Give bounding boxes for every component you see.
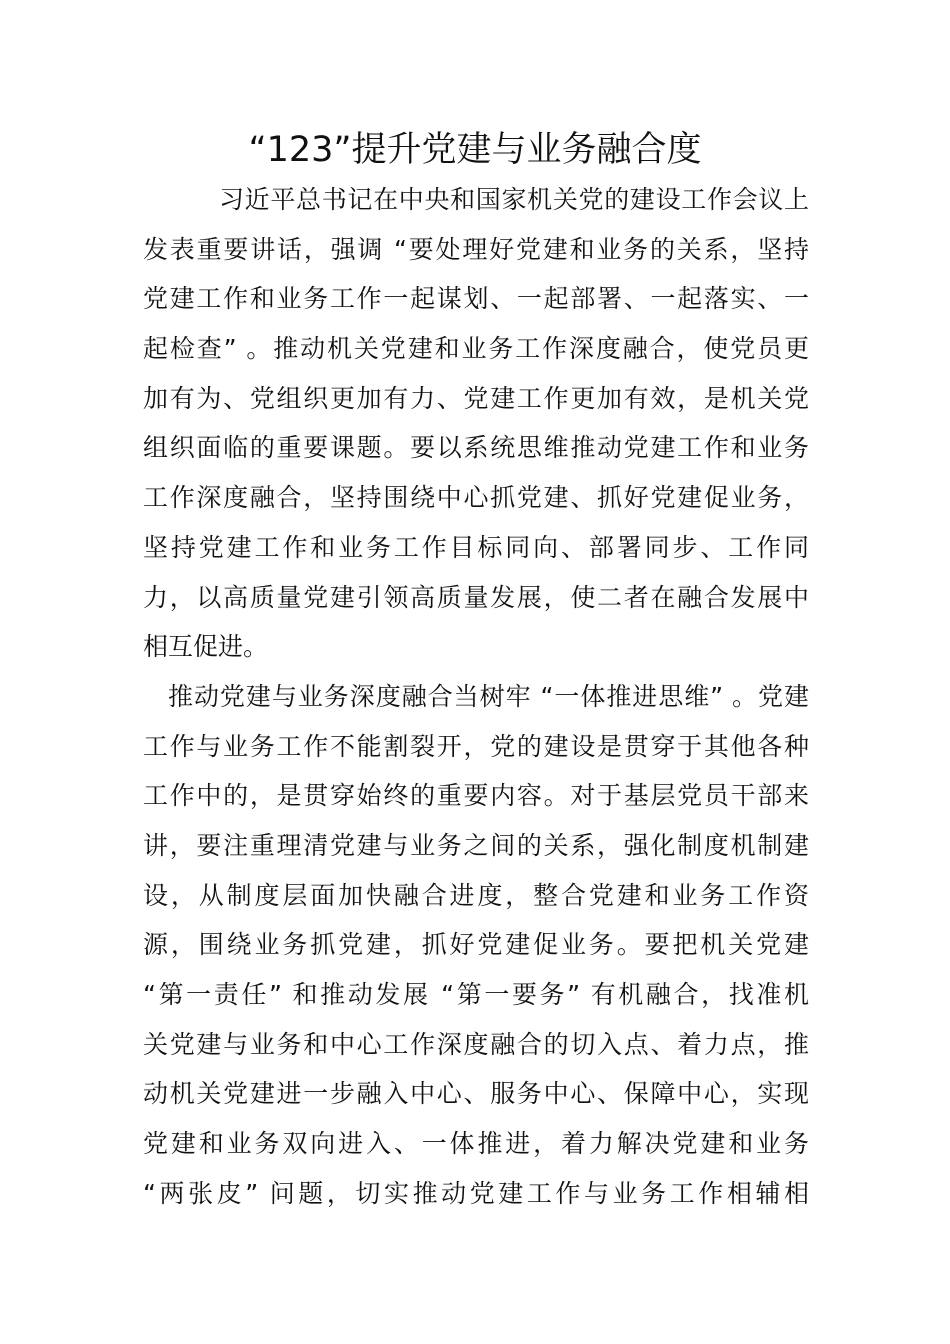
text-line: 党建和业务双向进入、一体推进，着力解决党建和业务 [143,1129,809,1159]
document-title: “123”提升党建与业务融合度 [248,130,702,170]
text-line: 加有为、党组织更加有力、党建工作更加有效，是机关党 [143,383,809,413]
paragraph-1 [143,175,809,672]
text-line: 工作深度融合，坚持围绕中心抓党建、抓好党建促业务， [143,483,809,513]
text-line: 源，围绕业务抓党建，抓好党建促业务。要把机关党建 [143,930,809,960]
text-line: 发表重要讲话，强调 “要处理好党建和业务的关系，坚持 [143,234,809,264]
text-line: 起检查” 。推动机关党建和业务工作深度融合，使党员更 [143,334,809,364]
text-line: 工作与业务工作不能割裂开，党的建设是贯穿于其他各种 [143,731,809,761]
text-line: 坚持党建工作和业务工作目标同向、部署同步、工作同 [143,532,809,562]
text-line: 组织面临的重要课题。要以系统思维推动党建工作和业务 [143,433,809,463]
text-line: 相互促进。 [143,632,269,662]
text-line: 关党建与业务和中心工作深度融合的切入点、着力点，推 [143,1029,809,1059]
text-line: “第一责任” 和推动发展 “第一要务” 有机融合，找准机 [143,980,809,1009]
text-line: 推动党建与业务深度融合当树牢 “一体推进思维” 。党建 [168,681,809,711]
text-line: 党建工作和业务工作一起谋划、一起部署、一起落实、一 [143,284,809,314]
text-line: 讲，要注重理清党建与业务之间的关系，强化制度机制建 [143,830,809,860]
document-body [143,175,809,1218]
text-line: 设，从制度层面加快融合进度，整合党建和业务工作资 [143,880,809,910]
text-line: 力，以高质量党建引领高质量发展，使二者在融合发展中 [143,582,809,612]
paragraph-2 [143,672,809,1219]
text-line: 工作中的，是贯穿始终的重要内容。对于基层党员干部来 [143,781,809,811]
text-line: 习近平总书记在中央和国家机关党的建设工作会议上 [219,185,809,214]
text-line: 动机关党建进一步融入中心、服务中心、保障中心，实现 [143,1079,809,1109]
text-line: “两张皮” 问题，切实推动党建工作与业务工作相辅相 [143,1178,809,1208]
